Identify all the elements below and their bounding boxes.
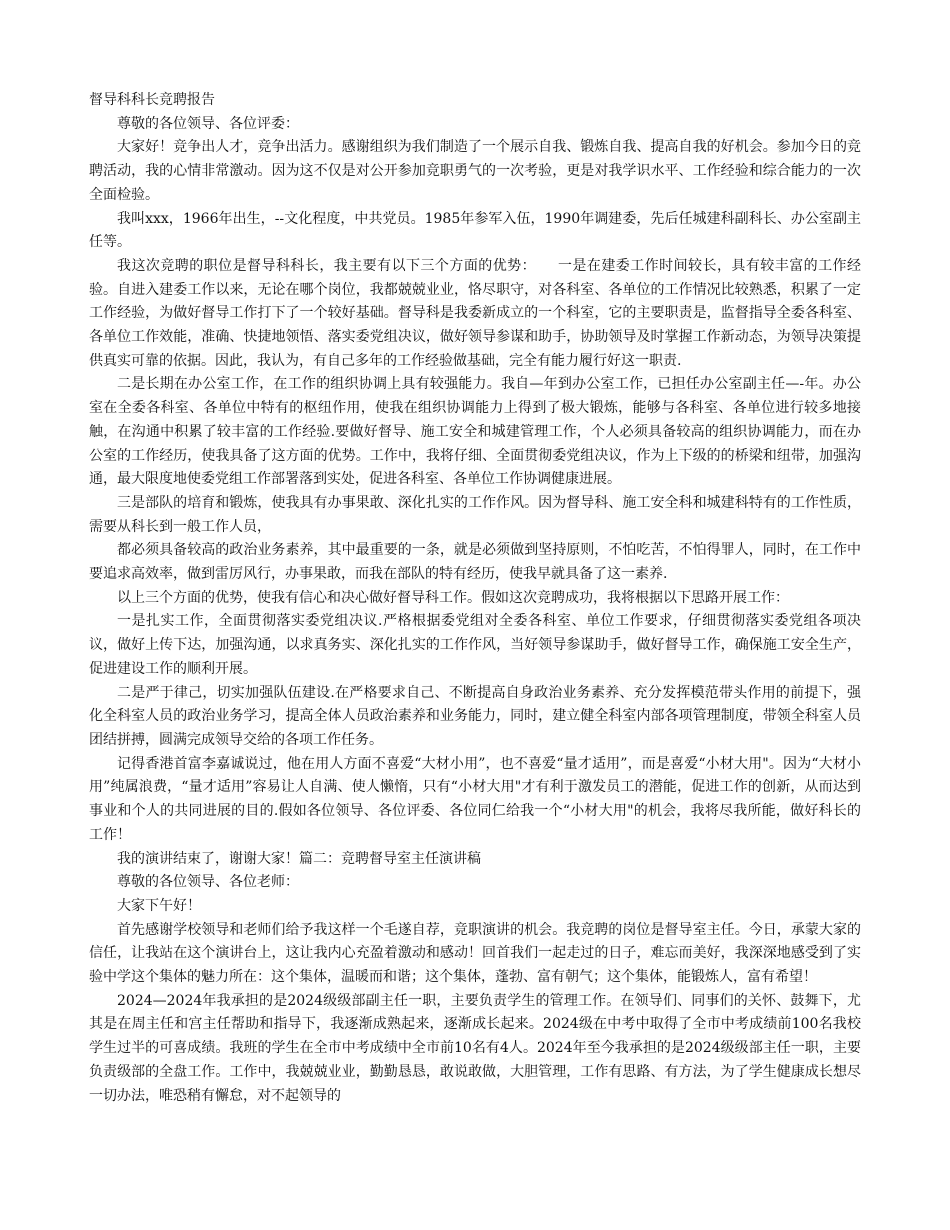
quote-paragraph: 记得香港首富李嘉诚说过，他在用人方面不喜爱“大材小用”，也不喜爱“量才适用”，而是喜爱“小材大用"。因为“大材小用”纯属浪费，“量才适用”容易让人自满、使人懒惰，只有“小材大用"才有利于激发员工的潜能，促进工作的创新，从而达到事业和个人的共同进展的目的.假如各位领导、各位评委、各位同仁给我一个“小材大用"的机会，我将尽我所能，做好科长的工作！	[89, 755, 861, 843]
plan-two-paragraph: 二是严于律己，切实加强队伍建设.在严格要求自己、不断提高自身政治业务素养、充分发挥模范带头作用的前提下，强化全科室人员的政治业务学习，提高全体人员政治素养和业务能力，同时，建立健全科室内部各项管理制度，带领全科室人员团结拼搏，圆满完成领导交给的各项工作任务。	[89, 684, 861, 748]
salutation: 尊敬的各位领导、各位评委：	[117, 115, 299, 132]
advantage-one-paragraph: 我这次竞聘的职位是督导科科长，我主要有以下三个方面的优势： 一是在建委工作时间较长，具有较丰富的工作经验。自进入建委工作以来，无论在哪个岗位，我都兢兢业业，恪尽职守，对各科室、各单位的工作情况比较熟悉，积累了一定工作经验，为做好督导工作打下了一个较好基础。督导科是我委新成立的一个科室，它的主要职责是，监督指导全委各科室、各单位工作效能，准确、快捷地领悟、落实委党组决议，做好领导参谋和助手，协助领导及时掌握工作新动态，为领导决策提供真实可靠的依据。因此，我认为，有自己多年的工作经验做基础，完全有能力履行好这一职责.	[89, 257, 861, 369]
document-title: 督导科科长竞聘报告	[89, 92, 215, 108]
greeting: 大家下午好！	[117, 897, 201, 914]
thanks-paragraph: 首先感谢学校领导和老师们给予我这样一个毛遂自荐，竞职演讲的机会。我竞聘的岗位是督导室主任。今日，承蒙大家的信任，让我站在这个演讲台上，这让我内心充盈着激动和感动！回首我们一起走过的日子，难忘而美好，我深深地感受到了实验中学这个集体的魅力所在：这个集体，温暖而和谐；这个集体，蓬勃、富有朝气；这个集体，能锻炼人，富有希望！	[89, 921, 861, 986]
self-introduction-paragraph: 我叫xxx，1966年出生，--文化程度，中共党员。1985年参军入伍，1990年调建委，先后任城建科副科长、办公室副主任等。	[89, 210, 861, 251]
closing-paragraph: 我的演讲结束了，谢谢大家！篇二：竞聘督导室主任演讲稿	[117, 850, 481, 867]
plan-intro-paragraph: 以上三个方面的优势，使我有信心和决心做好督导科工作。假如这次竞聘成功，我将根据以下思路开展工作：	[117, 589, 789, 606]
advantage-three-continued-paragraph: 都必须具备较高的政治业务素养，其中最重要的一条，就是必须做到坚持原则，不怕吃苦，不怕得罪人，同时，在工作中要追求高效率，做到雷厉风行，办事果敢，而我在部队的特有经历，使我早就具备了这一素养.	[89, 542, 861, 583]
experience-paragraph: 2024—2024年我承担的是2024级级部副主任一职，主要负责学生的管理工作。在领导们、同事们的关怀、鼓舞下，尤其是在周主任和宫主任帮助和指导下，我逐渐成熟起来，逐渐成长起来。2024级在中考中取得了全市中考成绩前100名我校学生过半的可喜成绩。我班的学生在全市中考成绩中全市前10名有4人。2024年至今我承担的是2024级级部主任一职，主要负责级部的全盘工作。工作中，我兢兢业业，勤勤恳恳，敢说敢做，大胆管理，工作有思路、有方法，为了学生健康成长想尽一切办法，唯恐稍有懈怠，对不起领导的	[89, 992, 861, 1104]
advantage-three-paragraph: 三是部队的培育和锻炼，使我具有办事果敢、深化扎实的工作作风。因为督导科、施工安全科和城建科特有的工作性质，需要从科长到一般工作人员，	[89, 494, 861, 535]
advantage-two-paragraph: 二是长期在办公室工作，在工作的组织协调上具有较强能力。我自—年到办公室工作，已担任办公室副主任—-年。办公室在全委各科室、各单位中特有的枢纽作用，使我在组织协调能力上得到了极大锻炼，能够与各科室、各单位进行较多地接触，在沟通中积累了较丰富的工作经验.要做好督导、施工安全和城建管理工作，个人必须具备较高的组织协调能力，而在办公室的工作经历，使我具备了这方面的优势。工作中，我将仔细、全面贯彻委党组决议，作为上下级的的桥梁和纽带，加强沟通，最大限度地使委党组工作部署落到实处，促进各科室、各单位工作协调健康进展。	[89, 376, 861, 488]
plan-one-paragraph: 一是扎实工作，全面贯彻落实委党组决议.严格根据委党组对全委各科室、单位工作要求，仔细贯彻落实委党组各项决议，做好上传下达，加强沟通，以求真务实、深化扎实的工作作风，当好领导参谋助手，做好督导工作，确保施工安全生产，促进建设工作的顺利开展。	[89, 613, 861, 677]
second-salutation: 尊敬的各位领导、各位老师：	[117, 874, 299, 891]
document-page	[89, 89, 861, 1108]
opening-paragraph: 大家好！竞争出人才，竞争出活力。感谢组织为我们制造了一个展示自我、锻炼自我、提高自我的好机会。参加今日的竞聘活动，我的心情非常激动。因为这不仅是对公开参加竞职勇气的一次考验，更是对我学识水平、工作经验和综合能力的一次全面检验。	[89, 139, 861, 203]
